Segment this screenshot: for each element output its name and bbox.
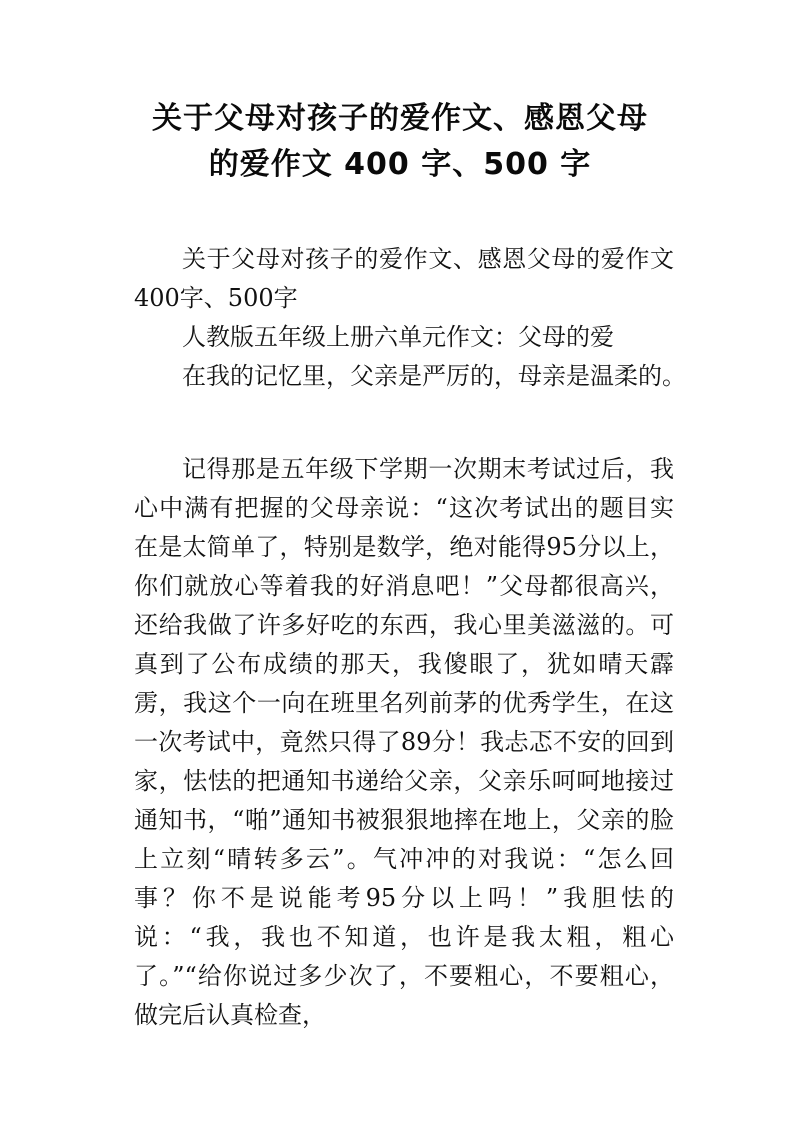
intro-section <box>134 240 686 396</box>
story-section <box>134 450 674 1035</box>
source-paragraph: 人教版五年级上册六单元作文：父母的爱 <box>182 323 614 351</box>
subtitle-paragraph: 关于父母对孩子的爱作文、感恩父母的爱作文400字、500字 <box>134 245 674 312</box>
document-title <box>0 96 800 188</box>
title-line-2: 的爱作文 400 字、500 字 <box>208 147 592 182</box>
story-paragraph: 记得那是五年级下学期一次期末考试过后，我心中满有把握的父母亲说：“这次考试出的题目实在是太简单了，特别是数学，绝对能得95分以上，你们就放心等着我的好消息吧！”父母都很高兴，还给我做了许多好吃的东西，我心里美滋滋的。可真到了公布成绩的那天，我傻眼了，犹如晴天霹雳，我这个一向在班里名列前茅的优秀学生，在这一次考试中，竟然只得了89分！我忐忑不安的回到家，怯怯的把通知书递给父亲，父亲乐呵呵地接过通知书，“啪”通知书被狠狠地摔在地上，父亲的脸上立刻“晴转多云”。气冲冲的对我说：“怎么回事？你不是说能考95分以上吗！”我胆怯的说：“我，我也不知道，也许是我太粗，粗心了。”“给你说过多少次了，不要粗心，不要粗心，做完后认真检查， <box>134 455 674 1029</box>
opening-paragraph: 在我的记忆里，父亲是严厉的，母亲是温柔的。 <box>182 362 686 390</box>
title-line-1: 关于父母对孩子的爱作文、感恩父母 <box>152 101 648 136</box>
